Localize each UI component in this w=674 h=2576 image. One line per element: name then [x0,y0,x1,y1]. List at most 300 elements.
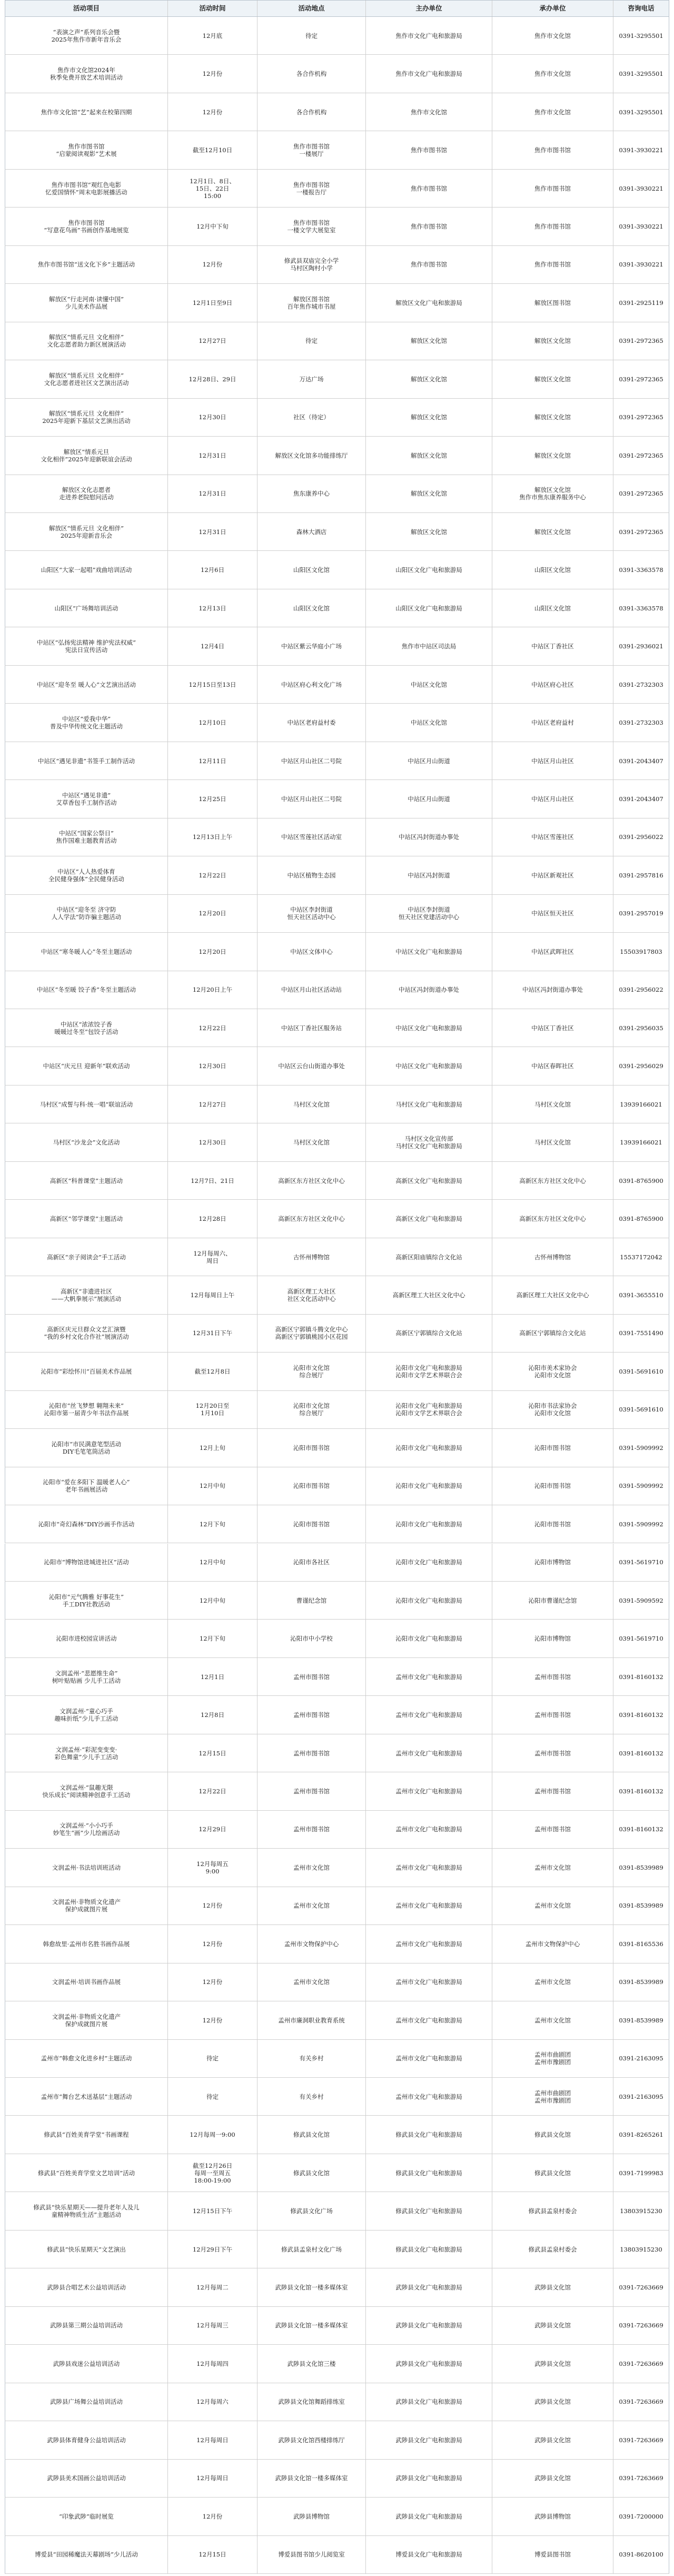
cell-phone: 0391-2972365 [613,513,669,550]
cell-activity: 中站区“庆元旦 迎新年”联欢活动 [5,1047,167,1084]
cell-organizer: 焦作市图书馆 [365,131,492,169]
cell-time: 12月8日 [167,1696,257,1733]
cell-phone: 0391-5619710 [613,1544,669,1581]
cell-organizer: 山阳区文化广电和旅游局 [365,589,492,627]
cell-venue: 武陟县文化馆一楼多媒体室 [257,2268,365,2306]
cell-time: 待定 [167,2078,257,2115]
cell-undertaker: 孟州市文物保护中心 [492,1925,613,1962]
cell-activity: 修武县“快乐星期天——提升老年人及儿 童精神物质生活”主题活动 [5,2192,167,2229]
cell-time: 截至12月10日 [167,131,257,169]
cell-undertaker: 解放区图书馆 [492,284,613,321]
cell-phone: 0391-3930221 [613,170,669,207]
cell-undertaker: 孟州市文化馆 [492,1887,613,1924]
cell-activity: 中站区“国家公祭日” 焦作国难主题教育活动 [5,818,167,856]
cell-time: 12月20日 [167,895,257,932]
table-row [5,818,669,856]
cell-phone: 0391-8765900 [613,1200,669,1237]
cell-organizer: 武陟县文化广电和旅游局 [365,2421,492,2459]
cell-organizer: 孟州市文化广电和旅游局 [365,1696,492,1733]
cell-phone: 0391-2956022 [613,971,669,1009]
cell-phone: 0391-5909992 [613,1505,669,1543]
table-row [5,1200,669,1238]
cell-activity: 文润孟州·“小小巧手 妙笔生“画”少儿绘画活动 [5,1811,167,1848]
table-row [5,1162,669,1200]
cell-phone: 0391-3655510 [613,1276,669,1314]
cell-time: 12月20日上午 [167,971,257,1009]
cell-venue: 修武县孟泉村文化广场 [257,2230,365,2268]
table-row [5,895,669,933]
cell-organizer: 沁阳市文化广电和旅游局 沁阳市文学艺术界联合会 [365,1391,492,1428]
cell-undertaker: 中站区雪莲社区 [492,818,613,856]
cell-phone: 13803915230 [613,2192,669,2229]
cell-venue: 有关乡村 [257,2040,365,2077]
cell-phone: 0391-2163095 [613,2040,669,2077]
cell-time: 12月下旬 [167,1505,257,1543]
table-row [5,1238,669,1276]
table-row [5,246,669,284]
cell-venue: 解放区文化馆多功能排练厅 [257,437,365,474]
cell-undertaker: 中站区新观社区 [492,856,613,894]
cell-undertaker: 修武县孟泉村委会 [492,2192,613,2229]
cell-venue: 武陟县博物馆 [257,2498,365,2535]
cell-activity: 沁阳市“丝飞梦想 翱翔未来” 沁阳市第一届青少年书法作品展 [5,1391,167,1428]
cell-venue: 中站区老府益村委 [257,704,365,741]
cell-activity: 武陟县广场舞公益培训活动 [5,2383,167,2421]
cell-organizer: 沁阳市文化广电和旅游局 [365,1620,492,1657]
cell-organizer: 沁阳市文化广电和旅游局 [365,1544,492,1581]
cell-phone: 0391-2972365 [613,475,669,512]
cell-venue: 沁阳市文化馆 综合展厅 [257,1353,365,1390]
cell-venue: 待定 [257,322,365,360]
cell-time: 12月4日 [167,627,257,665]
cell-undertaker: 孟州市图书馆 [492,1734,613,1772]
cell-undertaker: 沁阳市美术家协会 沁阳市文化馆 [492,1353,613,1390]
cell-undertaker: 沁阳市书法家协会 沁阳市文化馆 [492,1391,613,1428]
cell-organizer: 中站区冯封街道 [365,856,492,894]
cell-phone: 0391-8160132 [613,1658,669,1695]
cell-activity: 沁阳市“爱在多阳下 温暖老人心” 老年书画展活动 [5,1467,167,1505]
cell-organizer: 孟州市文化广电和旅游局 [365,2001,492,2039]
cell-undertaker: 修武县文化馆 [492,2154,613,2192]
cell-organizer: 焦作市图书馆 [365,208,492,245]
cell-activity: 中站区“冬至暖 饺子香”冬至主题活动 [5,971,167,1009]
cell-time: 12月份 [167,2001,257,2039]
cell-undertaker: 博爱县图书馆 [492,2536,613,2573]
cell-time: 12月30日 [167,1047,257,1084]
cell-undertaker: 马村区文化馆 [492,1085,613,1123]
table-row [5,93,669,131]
cell-time: 12月29日下午 [167,2230,257,2268]
cell-organizer: 高新区理工大社区文化中心 [365,1276,492,1314]
cell-undertaker: 修武县文化馆 [492,2116,613,2153]
cell-phone: 0391-2936021 [613,627,669,665]
table-row [5,704,669,742]
cell-activity: 焦作市图书馆 “写意花鸟画”书画创作基地展览 [5,208,167,245]
cell-activity: 文润孟州·“童心巧手 趣味折纸”少儿手工活动 [5,1696,167,1733]
cell-venue: 马村区文化馆 [257,1123,365,1161]
cell-organizer: 中站区月山街道 [365,780,492,817]
cell-organizer: 焦作市图书馆 [365,246,492,283]
cell-undertaker: 武陟县文化馆 [492,2383,613,2421]
cell-activity: 修武县“百姓美育学堂文艺培训”活动 [5,2154,167,2192]
cell-organizer: 孟州市文化广电和旅游局 [365,1772,492,1810]
cell-undertaker: 沁阳市博物馆 [492,1544,613,1581]
cell-venue: 中站区文体中心 [257,933,365,970]
cell-time: 12月份 [167,1925,257,1962]
cell-venue: 山阳区文化馆 [257,551,365,588]
cell-time: 12月22日 [167,856,257,894]
cell-time: 12月31日 [167,437,257,474]
cell-activity: 武陟县第三期公益培训活动 [5,2307,167,2344]
cell-activity: 高新区“科普课堂”主题活动 [5,1162,167,1199]
cell-time: 12月22日 [167,1772,257,1810]
cell-phone: 0391-8265261 [613,2116,669,2153]
cell-phone: 0391-3295501 [613,17,669,54]
cell-activity: 沁阳市“奇幻森林”DIY沙画手作活动 [5,1505,167,1543]
header-venue: 活动地点 [257,1,365,16]
table-row [5,742,669,780]
cell-undertaker: 中站区府心社区 [492,666,613,703]
cell-organizer: 马村区文化宣传部 马村区文化广电和旅游局 [365,1123,492,1161]
cell-phone: 0391-2043407 [613,742,669,779]
table-row [5,2078,669,2116]
cell-activity: 焦作市图书馆 “启蒙阅读观影”艺术展 [5,131,167,169]
cell-activity: 马村区“沙龙会”文化活动 [5,1123,167,1161]
cell-activity: 中站区“迎冬至 济守防 人人学法”防诈骗主题活动 [5,895,167,932]
cell-undertaker: 武陟县文化馆 [492,2345,613,2382]
cell-undertaker: 解放区文化馆 焦作市焦东康养服务中心 [492,475,613,512]
cell-time: 12月27日 [167,1085,257,1123]
cell-phone: 0391-8539989 [613,2001,669,2039]
cell-undertaker: 孟州市文化馆 [492,2001,613,2039]
cell-venue: 各合作机构 [257,93,365,131]
cell-organizer: 武陟县文化广电和旅游局 [365,2268,492,2306]
cell-phone: 0391-2957019 [613,895,669,932]
cell-venue: 有关乡村 [257,2078,365,2115]
table-row [5,1085,669,1123]
cell-phone: 0391-8765900 [613,1162,669,1199]
cell-activity: 沁阳市进校园宣讲活动 [5,1620,167,1657]
cell-activity: 解放区“情系元旦 文化相伴” 文化志愿者助力新区展演活动 [5,322,167,360]
cell-undertaker: 沁阳市博物馆 [492,1620,613,1657]
header-time: 活动时间 [167,1,257,16]
table-row [5,1925,669,1963]
table-row [5,2421,669,2459]
cell-time: 12月31日 [167,475,257,512]
cell-activity: 马村区“成誓与科·统一唱”联谊活动 [5,1085,167,1123]
table-row [5,284,669,322]
cell-organizer: 沁阳市文化广电和旅游局 [365,1505,492,1543]
cell-time: 12月份 [167,2498,257,2535]
cell-venue: 中站区月山社区二号院 [257,780,365,817]
cell-phone: 0391-3930221 [613,208,669,245]
cell-venue: 孟州市文化馆 [257,1849,365,1886]
cell-venue: 沁阳市中小学校 [257,1620,365,1657]
cell-organizer: 沁阳市文化广电和旅游局 [365,1467,492,1505]
cell-phone: 0391-2956029 [613,1047,669,1084]
cell-time: 12月20日至 1月10日 [167,1391,257,1428]
cell-activity: 武陟县体育健身公益培训活动 [5,2421,167,2459]
table-row [5,856,669,894]
cell-undertaker: 沁阳市图书馆 [492,1467,613,1505]
cell-undertaker: 武陟县文化馆 [492,2460,613,2497]
cell-venue: 武陟县文化馆西楼排练厅 [257,2421,365,2459]
cell-undertaker: 马村区文化馆 [492,1123,613,1161]
cell-undertaker: 高新区东方社区文化中心 [492,1162,613,1199]
cell-venue: 武陟县文化馆三楼 [257,2345,365,2382]
cell-activity: 修武县“快乐星期天”文艺演出 [5,2230,167,2268]
cell-phone: 0391-2925119 [613,284,669,321]
cell-undertaker: 焦作市图书馆 [492,246,613,283]
cell-activity: 文润孟州·非物质文化遗产 保护成就图片展 [5,2001,167,2039]
table-row [5,2536,669,2574]
cell-undertaker: 沁阳市图书馆 [492,1505,613,1543]
header-organizer: 主办单位 [365,1,492,16]
cell-activity: 孟州市“舞台艺术送基层”主题活动 [5,2078,167,2115]
cell-phone: 0391-3363578 [613,589,669,627]
cell-activity: 文润孟州·非物质文化遗产 保护成就图片展 [5,1887,167,1924]
cell-organizer: 修武县文化广电和旅游局 [365,2230,492,2268]
cell-activity: 孟州市“韩愈文化进乡村”主题活动 [5,2040,167,2077]
table-row [5,131,669,169]
cell-phone: 13803915230 [613,2230,669,2268]
cell-time: 12月13日 [167,589,257,627]
cell-undertaker: 孟州市图书馆 [492,1696,613,1733]
cell-time: 12月1日 [167,1658,257,1695]
cell-venue: 高新区东方社区文化中心 [257,1162,365,1199]
table-row [5,1009,669,1047]
table-row [5,1315,669,1353]
cell-activity: 沁阳市“市民满意笔型活动 DIY毛笔笔筒活动 [5,1429,167,1466]
cell-organizer: 高新区阳庙镇综合文化站 [365,1238,492,1276]
cell-organizer: 中站区李封街道 恒天社区党建活动中心 [365,895,492,932]
cell-venue: 焦作市图书馆 一楼展厅 [257,131,365,169]
cell-time: 12月15日下午 [167,2192,257,2229]
cell-activity: 中站区“遇见非遗”书签手工制作活动 [5,742,167,779]
cell-activity: 文润孟州·培训书画作品展 [5,1963,167,2001]
cell-undertaker: 焦作市图书馆 [492,208,613,245]
cell-activity: 焦作市图书馆“观红色电影 忆爱国情怀”周末电影展播活动 [5,170,167,207]
cell-organizer: 修武县文化广电和旅游局 [365,2154,492,2192]
cell-activity: 高新区“非遗进社区 ——大帆拳展示”展演活动 [5,1276,167,1314]
table-row [5,2230,669,2268]
cell-organizer: 武陟县文化广电和旅游局 [365,2460,492,2497]
table-row [5,1276,669,1314]
cell-time: 待定 [167,2040,257,2077]
cell-activity: 高新区“亲子阅读会”手工活动 [5,1238,167,1276]
cell-organizer: 山阳区文化广电和旅游局 [365,551,492,588]
cell-phone: 0391-3363578 [613,551,669,588]
table-row [5,1391,669,1429]
cell-phone: 0391-2972365 [613,322,669,360]
cell-venue: 高新区东方社区文化中心 [257,1200,365,1237]
table-row [5,1696,669,1734]
table-row [5,170,669,208]
cell-undertaker: 武陟县文化馆 [492,2268,613,2306]
cell-activity: 焦作市文化馆“艺”起来在校第四期 [5,93,167,131]
cell-venue: 焦作市图书馆 一楼报告厅 [257,170,365,207]
cell-venue: 曹谨纪念馆 [257,1582,365,1619]
table-row [5,1505,669,1543]
cell-undertaker: 孟州市图书馆 [492,1811,613,1848]
cell-time: 截至12月26日 每周一至周五 18:00-19:00 [167,2154,257,2192]
cell-time: 12月份 [167,246,257,283]
cell-time: 12月22日 [167,1009,257,1047]
cell-time: 12月份 [167,1887,257,1924]
cell-activity: 解放区“情系元旦 文化相伴” 2025年迎新下基层文艺演出活动 [5,399,167,436]
cell-undertaker: 中站区丁香社区 [492,1009,613,1047]
cell-phone: 13939166021 [613,1085,669,1123]
cell-venue: 中站区雪莲社区活动室 [257,818,365,856]
cell-organizer: 中站区文化广电和旅游局 [365,1009,492,1047]
cell-time: 12月中旬 [167,1467,257,1505]
cell-organizer: 孟州市文化广电和旅游局 [365,1658,492,1695]
table-row [5,971,669,1009]
table-row [5,1620,669,1657]
cell-activity: 文润孟州·“悲愿维生命” 树叶贴贴画 少儿手工活动 [5,1658,167,1695]
cell-time: 12月7日、21日 [167,1162,257,1199]
cell-undertaker: 中站区老府益村 [492,704,613,741]
cell-venue: 修武县文化馆 [257,2154,365,2192]
table-row [5,666,669,704]
table-row [5,1772,669,1810]
cell-venue: 万达广场 [257,360,365,398]
cell-venue: 中站区李封街道 恒天社区活动中心 [257,895,365,932]
cell-activity: 中站区“弘扬宪法精神 维护宪法权威” 宪法日宣传活动 [5,627,167,665]
cell-activity: 高新区庆元旦群众文艺汇演暨 “我的乡村文化合作社”展演活动 [5,1315,167,1352]
table-row [5,1849,669,1887]
cell-time: 12月每周五 9:00 [167,1849,257,1886]
cell-undertaker: 孟州市图书馆 [492,1772,613,1810]
header-undertaker: 承办单位 [492,1,613,16]
table-row [5,627,669,665]
cell-undertaker: 中站区冯封街道办事处 [492,971,613,1009]
cell-time: 12月下旬 [167,1620,257,1657]
cell-venue: 焦作市图书馆 一楼文学大展览室 [257,208,365,245]
table-row [5,589,669,627]
cell-time: 12月10日 [167,704,257,741]
cell-organizer: 孟州市文化广电和旅游局 [365,1887,492,1924]
table-row [5,475,669,513]
cell-organizer: 中站区文化馆 [365,666,492,703]
cell-time: 12月25日 [167,780,257,817]
cell-activity: “表演之声”系列音乐会暨 2025年焦作市新年音乐会 [5,17,167,54]
cell-undertaker: 高新区理工大社区文化中心 [492,1276,613,1314]
cell-organizer: 孟州市文化广电和旅游局 [365,1963,492,2001]
cell-organizer: 高新区文化广电和旅游局 [365,1162,492,1199]
cell-time: 12月上旬 [167,1429,257,1466]
cell-venue: 孟州市图书馆 [257,1772,365,1810]
cell-undertaker: 解放区文化馆 [492,322,613,360]
table-row [5,1429,669,1467]
cell-phone: 0391-8620100 [613,2536,669,2573]
cell-activity: 博爱县“田园稀魔法天幕剧场”少儿活动 [5,2536,167,2573]
cell-organizer: 中站区月山街道 [365,742,492,779]
table-row [5,780,669,818]
cell-venue: 马村区文化馆 [257,1085,365,1123]
cell-venue: 修武县文化馆 [257,2116,365,2153]
cell-activity: 解放区“情系元旦 文化相伴”2025年迎新联谊会活动 [5,437,167,474]
cell-phone: 0391-8160132 [613,1811,669,1848]
cell-organizer: 焦作市文化广电和旅游局 [365,17,492,54]
cell-organizer: 武陟县文化广电和旅游局 [365,2383,492,2421]
cell-activity: 中站区“遇见非遗” 艾草香包手工制作活动 [5,780,167,817]
cell-activity: 焦作市文化馆2024年 秋季免费开放艺术培训活动 [5,55,167,92]
cell-organizer: 解放区文化馆 [365,513,492,550]
cell-phone: 0391-8160132 [613,1696,669,1733]
table-row [5,1582,669,1620]
cell-venue: 中站区云台山街道办事处 [257,1047,365,1084]
cell-activity: 中站区“爱我中华” 普及中华传统文化主题活动 [5,704,167,741]
cell-venue: 孟州市图书馆 [257,1734,365,1772]
cell-phone: 0391-2732303 [613,666,669,703]
cell-time: 12月每周四 [167,2345,257,2382]
cell-venue: 山阳区文化馆 [257,589,365,627]
cell-time: 12月每周三 [167,2307,257,2344]
cell-undertaker: 解放区文化馆 [492,399,613,436]
cell-phone: 0391-7551490 [613,1315,669,1352]
cell-organizer: 解放区文化馆 [365,399,492,436]
cell-venue: 焦东康养中心 [257,475,365,512]
cell-organizer: 焦作市文化馆 [365,93,492,131]
cell-venue: 社区（待定） [257,399,365,436]
cell-time: 12月27日 [167,322,257,360]
cell-venue: 中站区府心利文化广场 [257,666,365,703]
table-row [5,1658,669,1696]
cell-time: 12月28日 [167,1200,257,1237]
table-row [5,2460,669,2498]
cell-organizer: 博爱县文化广电和旅游局 [365,2536,492,2573]
cell-organizer: 焦作市图书馆 [365,170,492,207]
cell-activity: 中站区“寒冬暖人心”冬至主题活动 [5,933,167,970]
cell-time: 12月15日至13日 [167,666,257,703]
cell-organizer: 中站区文化广电和旅游局 [365,933,492,970]
cell-undertaker: 解放区文化馆 [492,360,613,398]
cell-time: 12月30日 [167,399,257,436]
cell-phone: 0391-7263669 [613,2307,669,2344]
cell-phone: 0391-7263669 [613,2268,669,2306]
cell-undertaker: 中站区春晖社区 [492,1047,613,1084]
cell-time: 12月28日、29日 [167,360,257,398]
cell-venue: 各合作机构 [257,55,365,92]
table-row [5,2154,669,2192]
cell-venue: 孟州市图书馆 [257,1696,365,1733]
header-phone: 咨询电话 [613,1,669,16]
cell-phone: 0391-7263669 [613,2383,669,2421]
cell-phone: 0391-8539989 [613,1963,669,2001]
cell-activity: 焦作市图书馆“送文化下乡”主题活动 [5,246,167,283]
cell-venue: 解放区图书馆 百年焦作城市书屋 [257,284,365,321]
cell-undertaker: 沁阳市图书馆 [492,1429,613,1466]
cell-undertaker: 焦作市文化馆 [492,17,613,54]
cell-organizer: 孟州市文化广电和旅游局 [365,2078,492,2115]
cell-venue: 沁阳市各社区 [257,1544,365,1581]
cell-organizer: 孟州市文化广电和旅游局 [365,1811,492,1848]
cell-venue: 沁阳市图书馆 [257,1467,365,1505]
cell-time: 12月30日 [167,1123,257,1161]
cell-time: 12月20日 [167,933,257,970]
table-row [5,55,669,93]
cell-activity: 武陟县合唱艺术公益培训活动 [5,2268,167,2306]
cell-venue: 中站区植物生态园 [257,856,365,894]
cell-time: 12月每周日 [167,2421,257,2459]
cell-undertaker: 中站区月山社区 [492,780,613,817]
cell-time: 12月底 [167,17,257,54]
cell-venue: 中站区月山社区二号院 [257,742,365,779]
cell-time: 12月中下旬 [167,208,257,245]
cell-phone: 0391-8160132 [613,1734,669,1772]
cell-activity: 解放区文化志愿者 走进养老院慰问活动 [5,475,167,512]
